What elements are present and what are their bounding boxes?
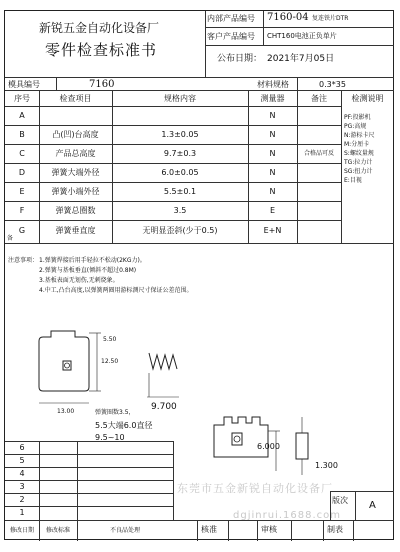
watermark: 东莞市五金新锐自动化设备厂	[177, 482, 333, 495]
dim-1300: 13.00	[57, 408, 75, 415]
revision-number: 1	[19, 508, 25, 517]
dim-1250: 12.50	[101, 358, 119, 365]
legend-item: S:螺纹量规	[344, 150, 374, 157]
row-d-spec: 6.0±0.05	[161, 168, 199, 177]
row-f-tool: E	[269, 206, 276, 215]
material-label: 材料规格	[257, 80, 289, 89]
version-label: 版次	[332, 496, 348, 505]
dim-550: 5.50	[103, 336, 117, 343]
internal-code-suffix: 复连铁片DTR	[312, 15, 349, 22]
dim-9700: 9.700	[151, 402, 177, 412]
col-desc-header: 检测说明	[351, 94, 384, 103]
spring-note: 5.5大端6.0直径	[95, 421, 153, 430]
version-value: A	[369, 500, 376, 511]
internal-code-value: 7160-04	[267, 12, 309, 23]
review-label: 核准	[201, 525, 217, 534]
row-d-tool: N	[269, 168, 276, 177]
inspection-sheet	[4, 10, 394, 540]
row-c-tool: N	[269, 149, 276, 158]
mold-no-label: 模具编号	[8, 80, 40, 89]
row-b-spec: 1.3±0.05	[161, 130, 199, 139]
legend-item: M:分厘卡	[344, 141, 370, 148]
col-tool-header: 测量器	[260, 94, 285, 103]
row-g-tool: E+N	[263, 226, 282, 235]
internal-code-label: 内部产品编号	[207, 14, 255, 23]
legend-item: SG:扭力计	[344, 168, 373, 175]
footer-modify-standard: 修改标准	[45, 527, 70, 534]
revision-number: 3	[19, 482, 25, 491]
row-e-spec: 5.5±0.1	[163, 187, 197, 196]
customer-code-label: 客户产品编号	[207, 32, 255, 41]
row-c-remark: 合格品可反	[303, 150, 334, 157]
company-name: 新锐五金自动化设备厂	[39, 21, 160, 35]
col-spec-header: 规格内容	[164, 94, 196, 103]
legend-item: PG:高规	[344, 123, 367, 130]
spring-drawing	[147, 347, 181, 401]
row-f-item: 弹簧总圈数	[55, 206, 96, 215]
legend-item: N:游标卡尺	[344, 132, 375, 139]
make-label: 制表	[327, 525, 343, 534]
row-g-no: G	[18, 226, 26, 235]
row-f-spec: 3.5	[173, 206, 187, 215]
row-b-item: 凸(凹)台高度	[52, 130, 99, 139]
row-g-item: 弹簧垂直度	[55, 226, 96, 235]
note-item: 3.基板表面无划伤,无刺烧象。	[39, 277, 119, 284]
footer-modify-date: 修改日期	[9, 527, 34, 534]
row-b-no: B	[19, 130, 25, 139]
dim-1300b: 1.300	[315, 461, 338, 470]
revision-number: 4	[19, 469, 25, 478]
legend-item: TG:拉力计	[344, 159, 373, 166]
row-e-no: E	[19, 187, 25, 196]
side-note: 备	[7, 235, 14, 242]
legend-item: PF:投影机	[344, 114, 371, 121]
base-plate-drawing	[35, 331, 115, 411]
customer-code-value: CHT160电池正负单片	[267, 32, 337, 40]
check-label: 审核	[261, 525, 277, 534]
row-d-item: 弹簧大端外径	[51, 168, 100, 177]
note-item: 1.弹簧焊接后用手轻拉不松动(2KG力)。	[39, 257, 146, 264]
row-e-tool: N	[269, 187, 276, 196]
dim-6000: 6.000	[257, 442, 280, 451]
revision-number: 6	[19, 443, 25, 452]
spring-note: 9.5~10	[95, 433, 125, 442]
row-e-item: 弹簧小端外径	[51, 187, 100, 196]
row-c-no: C	[19, 149, 25, 158]
note-item: 4.中工,凸台高度,以弹簧两圈用游标测尺寸保证公差范围。	[39, 287, 193, 294]
row-a-tool: N	[269, 111, 276, 120]
revision-number: 5	[19, 456, 25, 465]
legend-item: E:目视	[344, 177, 362, 184]
row-b-tool: N	[269, 130, 276, 139]
watermark-url: dgjinrui.1688.com	[233, 510, 341, 521]
note-item: 2.弹簧与基板垂直(倾斜不超过0.8M)	[39, 267, 137, 274]
material-value: 0.3*35	[319, 80, 346, 89]
row-d-no: D	[18, 168, 26, 177]
date-value: 2021年7月05日	[267, 54, 335, 64]
footer-defect-handling: 不良品处理	[109, 527, 140, 534]
row-c-item: 产品总高度	[55, 149, 96, 158]
date-label: 公布日期：	[217, 54, 263, 64]
row-c-spec: 9.7±0.3	[163, 149, 197, 158]
col-item-header: 检查项目	[59, 94, 92, 103]
col-remark-header: 备注	[311, 94, 327, 103]
row-a-no: A	[19, 111, 25, 120]
notes-title: 注意事项：	[8, 257, 39, 264]
row-f-no: F	[19, 206, 25, 215]
col-no-header: 序号	[14, 94, 30, 103]
spring-note: 弹簧圈数3.5，	[95, 409, 135, 416]
mold-no-value: 7160	[89, 79, 115, 90]
row-g-spec: 无明显歪斜(少于0.5)	[142, 226, 218, 235]
revision-number: 2	[19, 495, 25, 504]
document-title: 零件检查标准书	[45, 41, 158, 59]
